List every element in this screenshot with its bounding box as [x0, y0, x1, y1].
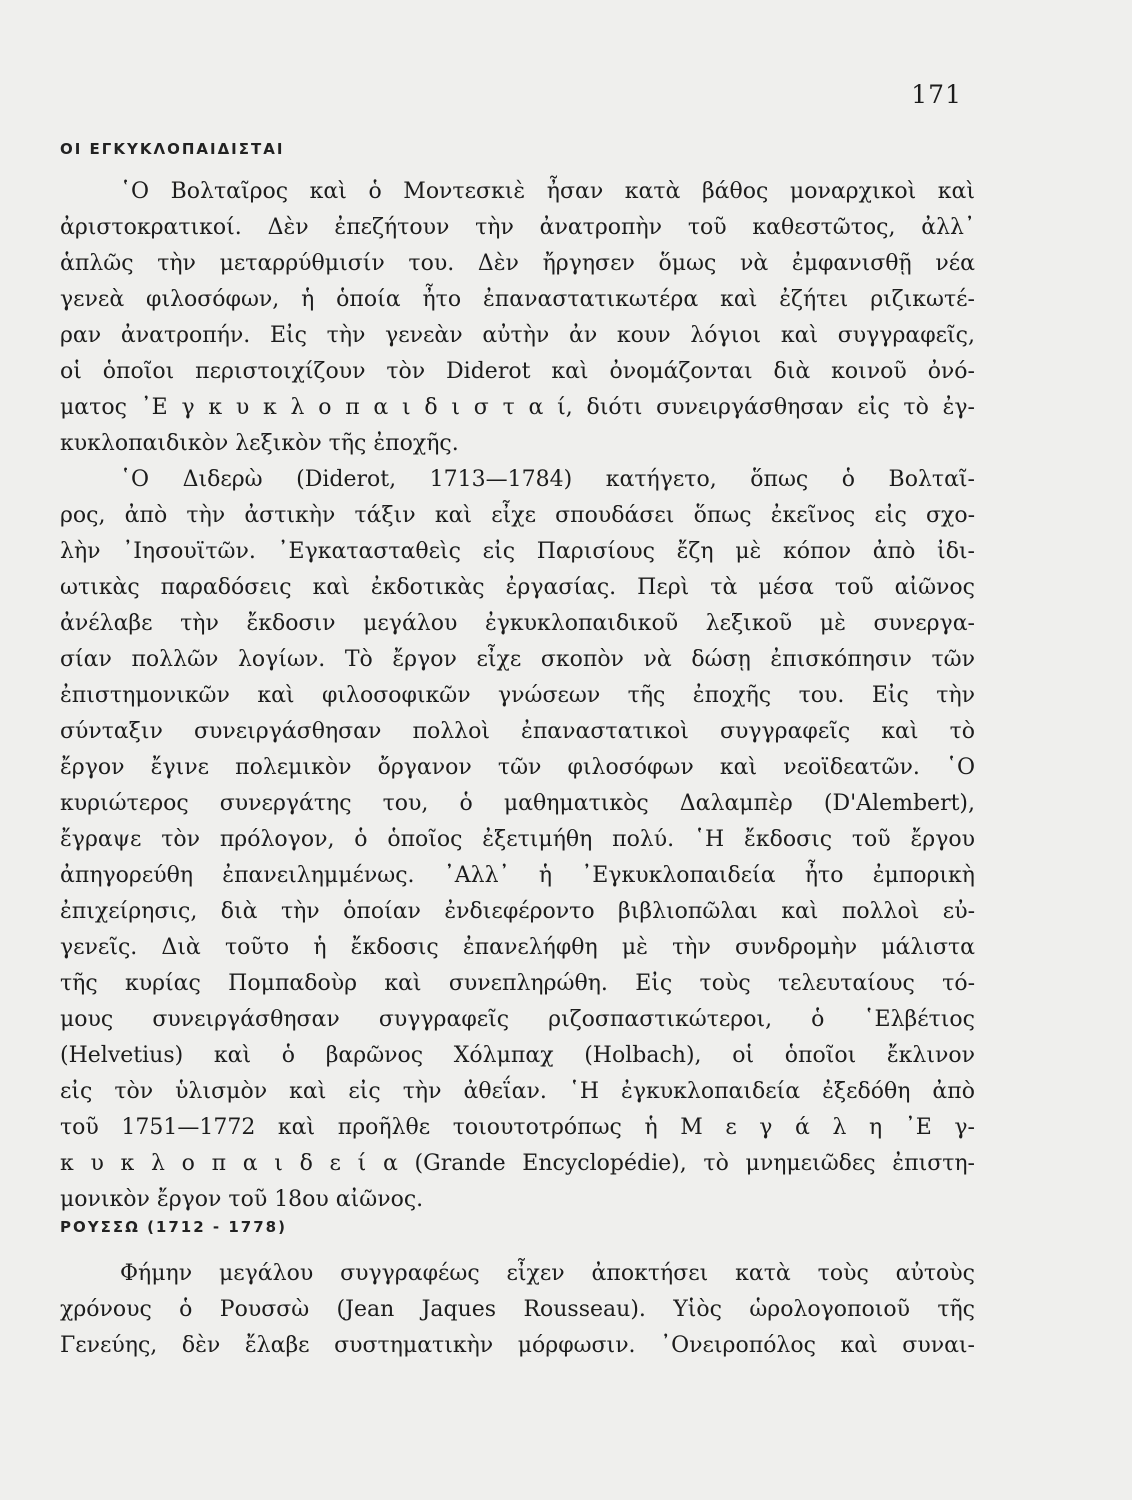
section-heading-rousseau: ΡΟΥΣΣΩ (1712 - 1778) [60, 1218, 287, 1236]
text-line: ρος, ἀπὸ τὴν ἀστικὴν τάξιν καὶ εἶχε σπουδάσει ὅπως ἐκεῖνος εἰς σχο- [60, 503, 975, 528]
text-line: ματος ᾽Ε γ κ υ κ λ ο π α ι δ ι σ τ α ί, διότι συνειργάσθησαν εἰς τὸ ἐγ- [60, 395, 975, 420]
text-line: γενεὰ φιλοσόφων, ἡ ὁποία ἦτο ἐπαναστατικωτέρα καὶ ἐζήτει ριζικωτέ- [60, 287, 975, 312]
text-line: τῆς κυρίας Πομπαδοὺρ καὶ συνεπληρώθη. Εἰς τοὺς τελευταίους τό- [60, 971, 975, 996]
text-line: ωτικὰς παραδόσεις καὶ ἐκδοτικὰς ἐργασίας. Περὶ τὰ μέσα τοῦ αἰῶνος [60, 575, 975, 600]
text-line: ῾Ο Διδερὼ (Diderot, 1713—1784) κατήγετο, ὅπως ὁ Βολταῖ- [120, 467, 975, 492]
rousseau-text [60, 1256, 975, 1364]
encyclopedists-text [60, 174, 975, 1218]
text-line: κυριώτερος συνεργάτης του, ὁ μαθηματικὸς Δαλαμπὲρ (D'Alembert), [60, 791, 975, 816]
page-number: 171 [911, 80, 962, 109]
text-line: ῾Ο Βολταῖρος καὶ ὁ Μοντεσκιὲ ἦσαν κατὰ βάθος μοναρχικοὶ καὶ [120, 179, 975, 204]
text-line: σύνταξιν συνειργάσθησαν πολλοὶ ἐπαναστατικοὶ συγγραφεῖς καὶ τὸ [60, 719, 975, 744]
text-line: (Helvetius) καὶ ὁ βαρῶνος Χόλμπαχ (Holbach), οἱ ὁποῖοι ἔκλινον [60, 1043, 975, 1068]
text-line: ραν ἀνατροπήν. Εἰς τὴν γενεὰν αὐτὴν ἀν κουν λόγιοι καὶ συγγραφεῖς, [60, 323, 975, 348]
text-line: μους συνειργάσθησαν συγγραφεῖς ριζοσπαστικώτεροι, ὁ ῾Ελβέτιος [60, 1007, 975, 1032]
text-line: κ υ κ λ ο π α ι δ ε ί α (Grande Encyclopédie), τὸ μνημειῶδες ἐπιστη- [60, 1151, 975, 1176]
text-line: τοῦ 1751—1772 καὶ προῆλθε τοιουτοτρόπως ἡ Μ ε γ ά λ η ᾽Ε γ- [60, 1115, 975, 1140]
text-line: χρόνους ὁ Ρουσσὼ (Jean Jaques Rousseau). Υἱὸς ὡρολογοποιοῦ τῆς [60, 1297, 975, 1322]
text-line: ἁπλῶς τὴν μεταρρύθμισίν του. Δὲν ἤργησεν ὅμως νὰ ἐμφανισθῇ νέα [60, 251, 975, 276]
text-line: σίαν πολλῶν λογίων. Τὸ ἔργον εἶχε σκοπὸν νὰ δώσῃ ἐπισκόπησιν τῶν [60, 647, 975, 672]
text-line: μονικὸν ἔργον τοῦ 18ου αἰῶνος. [60, 1187, 424, 1212]
text-line: οἱ ὁποῖοι περιστοιχίζουν τὸν Diderot καὶ ὀνομάζονται διὰ κοινοῦ ὀνό- [60, 359, 975, 384]
text-line: ἀπηγορεύθη ἐπανειλημμένως. ᾽Αλλ᾽ ἡ ᾽Εγκυκλοπαιδεία ἦτο ἐμπορικὴ [60, 863, 975, 888]
text-line: Γενεύης, δὲν ἔλαβε συστηματικὴν μόρφωσιν. ᾽Ονειροπόλος καὶ συναι- [60, 1333, 975, 1358]
text-line: γενεῖς. Διὰ τοῦτο ἡ ἔκδοσις ἐπανελήφθη μὲ τὴν συνδρομὴν μάλιστα [60, 935, 975, 960]
text-line: λὴν ᾽Ιησουϊτῶν. ᾽Εγκατασταθεὶς εἰς Παρισίους ἔζη μὲ κόπον ἀπὸ ἰδι- [60, 539, 975, 564]
text-line: Φήμην μεγάλου συγγραφέως εἶχεν ἀποκτήσει κατὰ τοὺς αὐτοὺς [120, 1261, 975, 1286]
section-heading-encyclopedists: ΟΙ ΕΓΚΥΚΛΟΠΑΙΔΙΣΤΑΙ [60, 140, 285, 158]
text-line: κυκλοπαιδικὸν λεξικὸν τῆς ἐποχῆς. [60, 431, 459, 456]
text-line: ἀριστοκρατικοί. Δὲν ἐπεζήτουν τὴν ἀνατροπὴν τοῦ καθεστῶτος, ἀλλ᾽ [60, 215, 975, 240]
text-line: ἔργον ἔγινε πολεμικὸν ὄργανον τῶν φιλοσόφων καὶ νεοϊδεατῶν. ῾Ο [60, 755, 975, 780]
text-line: εἰς τὸν ὑλισμὸν καὶ εἰς τὴν ἀθεΐαν. ῾Η ἐγκυκλοπαιδεία ἐξεδόθη ἀπὸ [60, 1079, 975, 1104]
text-line: ἔγραψε τὸν πρόλογον, ὁ ὁποῖος ἐξετιμήθη πολύ. ῾Η ἔκδοσις τοῦ ἔργου [60, 827, 975, 852]
text-line: ἀνέλαβε τὴν ἔκδοσιν μεγάλου ἐγκυκλοπαιδικοῦ λεξικοῦ μὲ συνεργα- [60, 611, 975, 636]
text-line: ἐπιστημονικῶν καὶ φιλοσοφικῶν γνώσεων τῆς ἐποχῆς του. Εἰς τὴν [60, 683, 975, 708]
text-line: ἐπιχείρησις, διὰ τὴν ὁποίαν ἐνδιεφέροντο βιβλιοπῶλαι καὶ πολλοὶ εὐ- [60, 899, 975, 924]
